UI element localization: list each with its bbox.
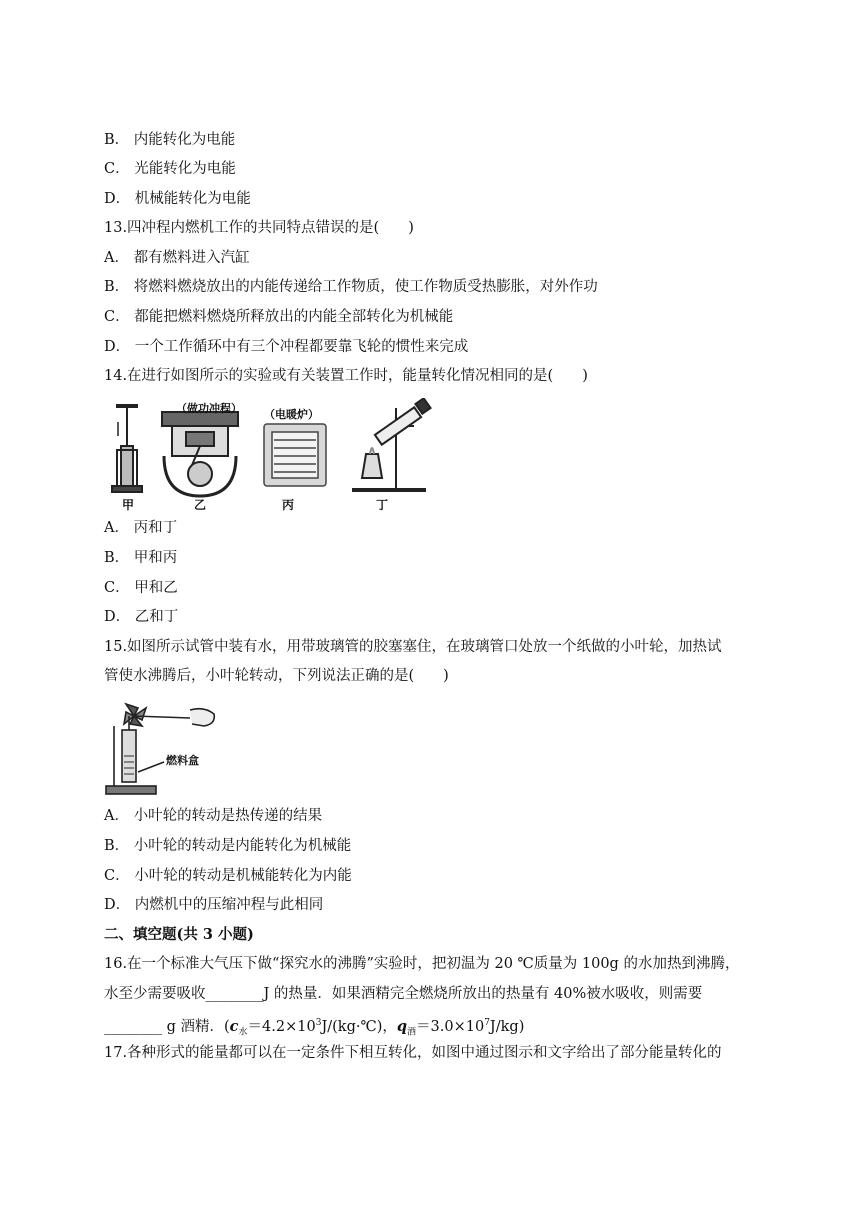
q12-option-b: B． 内能转化为电能	[104, 132, 236, 148]
q15-option-d: D． 内燃机中的压缩冲程与此相同	[104, 897, 324, 913]
q16-blank-alcohol: ________ g 酒精．(	[104, 1018, 230, 1035]
bing-heater-illustration	[264, 424, 326, 486]
q15-option-a: A． 小叶轮的转动是热传递的结果	[104, 808, 323, 824]
q16-c-value: ＝4.2×10	[247, 1018, 316, 1035]
q16-c-subscript: 水	[238, 1027, 248, 1038]
yi-engine-illustration	[162, 412, 238, 496]
q16-q-symbol: q	[396, 1017, 407, 1035]
q16-line1: 16.在一个标准大气压下做“探究水的沸腾”实验时，把初温为 20 ℃质量为 100g 的水加热到沸腾，	[104, 956, 740, 972]
q13-option-a: A． 都有燃料进入汽缸	[104, 250, 250, 266]
q16-c-symbol: c	[229, 1017, 239, 1035]
jia-piston-illustration	[112, 406, 142, 492]
q16-q-unit: J/kg)	[489, 1018, 525, 1035]
q15-figure	[104, 696, 224, 800]
q16-q-exponent: 7	[484, 1018, 490, 1028]
q16-c-exponent: 3	[315, 1018, 322, 1028]
q14-figure	[104, 398, 444, 512]
q14-option-a: A． 丙和丁	[104, 520, 178, 536]
q12-option-c: C． 光能转化为电能	[104, 161, 236, 177]
q14-option-d: D． 乙和丁	[104, 609, 179, 625]
q13-option-d: D． 一个工作循环中有三个冲程都要靠飞轮的惯性来完成	[104, 339, 469, 355]
q15-stem-line2: 管使水沸腾后，小叶轮转动，下列说法正确的是( )	[104, 668, 449, 684]
pinwheel-test-tube-illustration	[104, 696, 224, 800]
section-2-heading: 二、填空题(共 3 小题)	[104, 926, 254, 943]
q16-c-unit: J/(kg·℃)，	[321, 1018, 397, 1035]
q13-stem: 13.四冲程内燃机工作的共同特点错误的是( )	[104, 220, 414, 236]
q14-stem: 14.在进行如图所示的实验或有关装置工作时，能量转化情况相同的是( )	[104, 368, 588, 384]
q12-option-d: D． 机械能转化为电能	[104, 191, 251, 207]
q15-label-fuel-box: 燃料盒	[166, 754, 199, 767]
q16-line3	[104, 1013, 524, 1043]
q14-caption-bing: 丙	[282, 498, 295, 512]
q15-option-c: C． 小叶轮的转动是机械能转化为内能	[104, 868, 352, 884]
q16-q-subscript: 酒	[407, 1027, 417, 1038]
q13-option-c: C． 都能把燃料燃烧所释放出的内能全部转化为机械能	[104, 309, 454, 325]
q16-line2: 水至少需要吸收________J 的热量．如果酒精完全燃烧所放出的热量有 40%被水吸收，则需要	[104, 986, 703, 1002]
q14-caption-yi: 乙	[194, 498, 207, 512]
q16-q-value: ＝3.0×10	[416, 1018, 485, 1035]
q14-caption-ding: 丁	[376, 498, 389, 512]
ding-test-tube-illustration	[352, 398, 431, 490]
q14-caption-jia: 甲	[122, 498, 135, 512]
q14-option-c: C． 甲和乙	[104, 580, 178, 596]
q13-option-b: B． 将燃料燃烧放出的内能传递给工作物质，使工作物质受热膨胀，对外作功	[104, 279, 598, 295]
q14-option-b: B． 甲和丙	[104, 550, 178, 566]
q17-line1: 17.各种形式的能量都可以在一定条件下相互转化，如图中通过图示和文字给出了部分能量转化的	[104, 1045, 722, 1061]
q15-stem-line1: 15.如图所示试管中装有水，用带玻璃管的胶塞塞住，在玻璃管口处放一个纸做的小叶轮，加热试	[104, 639, 722, 655]
q15-option-b: B． 小叶轮的转动是内能转化为机械能	[104, 838, 352, 854]
q14-label-yi-top: （做功冲程）	[176, 402, 242, 415]
q14-label-bing-top: （电暖炉）	[264, 408, 319, 421]
